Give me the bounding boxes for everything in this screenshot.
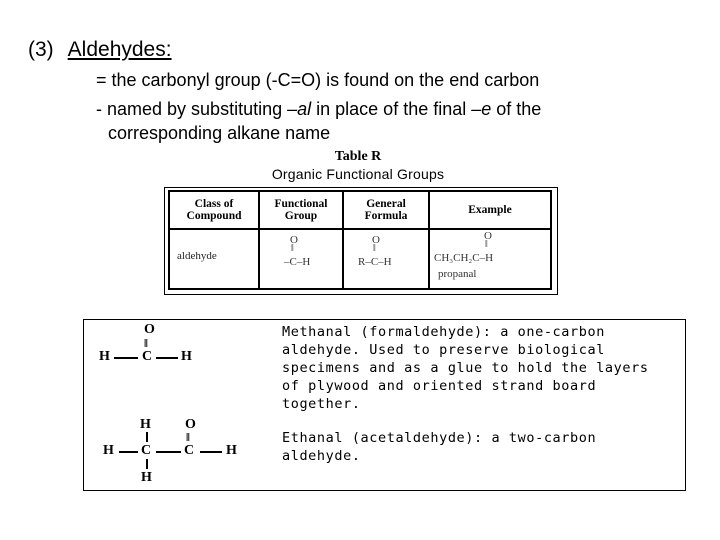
ethanal-bond-top [146,432,148,442]
header-example: Example [429,191,551,229]
bullet-naming-cont: corresponding alkane name [108,123,331,143]
methanal-line-5: together. [282,396,361,412]
fg-formula: –C–H [284,256,311,268]
methanal-double-bond: ‖ [144,336,148,350]
cell-general-formula [343,229,429,289]
section-number: (3) [28,38,54,61]
section-title: Aldehydes: [67,38,172,61]
ethanal-oxygen: O [185,417,196,432]
ethanal-bond-bottom [146,459,148,469]
gf-double-bond: ‖ [373,243,376,254]
cell-functional-group [259,229,343,289]
methanal-bond-left [114,357,138,359]
ethanal-double-bond: ‖ [186,430,190,444]
table-caption: Table R [334,149,382,164]
methanal-h-left: H [99,349,110,364]
ethanal-h-right: H [226,443,237,458]
functional-groups-table [168,190,552,290]
ethanal-bond-left [119,451,138,453]
fg-double-bond: ‖ [291,243,294,254]
methanal-line-4: of plywood and oriented strand board [282,378,597,394]
ethanal-carbon-2: C [184,443,195,458]
methanal-oxygen: O [144,322,155,337]
methanal-carbon: C [142,349,153,364]
fg-oxygen: O [290,234,298,246]
bullet-naming: - named by substituting –al in place of the final –e of the [96,99,542,119]
ex-double-bond: ‖ [485,239,488,250]
methanal-h-right: H [181,349,192,364]
ethanal-h-left: H [103,443,114,458]
class-value: aldehyde [177,250,217,262]
methanal-line-2: aldehyde. Used to preserve biological [282,342,605,358]
ethanal-h-bottom: H [141,470,152,485]
methanal-line-3: specimens and as a glue to hold the layers [282,360,649,376]
ethanal-carbon-1: C [141,443,152,458]
methanal-description [282,323,649,413]
ex-oxygen: O [484,230,492,242]
cell-class [169,229,259,289]
methanal-bond-right [156,357,178,359]
header-functional-group: Functional Group [259,191,343,229]
table-subtitle: Organic Functional Groups [271,166,445,182]
methanal-line-1: Methanal (formaldehyde): a one-carbon [282,324,605,340]
header-general-formula: General Formula [343,191,429,229]
ex-formula: CH₃CH₂C–H [434,252,494,264]
section-heading [28,38,172,62]
ethanal-line-1: Ethanal (acetaldehyde): a two-carbon [282,430,597,446]
ex-name: propanal [438,268,477,280]
ethanal-bond-cc [156,451,181,453]
cell-example [429,229,551,289]
bullet-carbonyl: = the carbonyl group (-C=O) is found on the end carbon [96,70,540,90]
gf-formula: R–C–H [358,256,392,268]
header-class: Class of Compound [169,191,259,229]
ethanal-h-top: H [140,417,151,432]
gf-oxygen: O [372,234,380,246]
ethanal-line-2: aldehyde. [282,448,361,464]
ethanal-description [282,429,596,465]
ethanal-bond-right [200,451,222,453]
